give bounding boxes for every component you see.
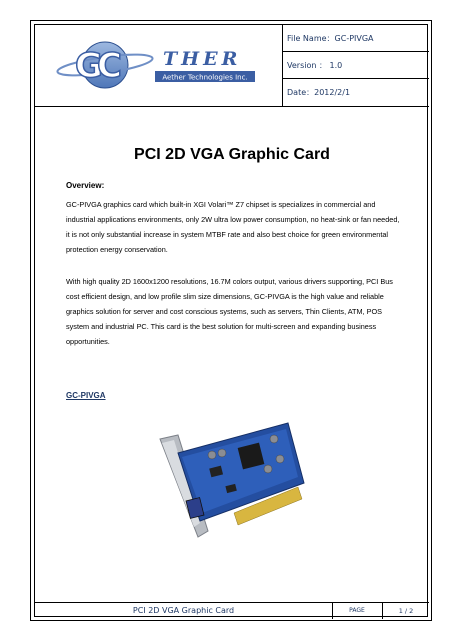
page-inner-frame — [34, 24, 428, 617]
svg-text:C: C — [97, 46, 122, 86]
brand-subtitle: Aether Technologies Inc. — [162, 73, 248, 82]
product-label: GC-PIVGA — [66, 391, 106, 400]
footer-title: PCI 2D VGA Graphic Card — [35, 603, 333, 619]
document-info-table — [283, 25, 429, 106]
footer-page-number: 1 / 2 — [398, 607, 414, 615]
document-title: PCI 2D VGA Graphic Card — [134, 146, 330, 163]
file-name-field: File Name：GC-PIVGA — [283, 25, 429, 52]
date-field: Date：2012/2/1 — [287, 88, 351, 97]
overview-heading: Overview: — [66, 181, 105, 190]
document-footer — [35, 602, 429, 619]
svg-text:G: G — [75, 46, 103, 86]
aether-logo-graphic — [35, 25, 281, 106]
overview-paragraph-1: GC-PIVGA graphics card which built-in XGI Volari™ Z7 chipset is specializes in commercial and industrial applications environments, only 2W ultra low power consumption, no heat-sink or fan needed, it is not only substantial increase in system MTBF rate and also best choice for green environmental protection energy conservation. — [66, 200, 400, 254]
company-logo — [35, 25, 283, 106]
page-frame — [30, 20, 432, 621]
overview-paragraph-2: With high quality 2D 1600x1200 resolutions, 16.7M colors output, various drivers supporting, PCI Bus cost efficient design, and low profile slim size dimensions, GC-PIVGA is the high value and reliable graphics solution for server and cost conscious systems, such as servers, Thin Clients, ATM, POS system and industrial PC. This card is the best solution for multi-screen and expanding business opportunities. — [66, 277, 393, 346]
document-header — [35, 25, 429, 107]
version-field: Version ： 1.0 — [283, 52, 429, 79]
footer-page-label: PAGE — [332, 603, 383, 619]
graphics-card-image — [148, 413, 308, 543]
brand-text: THER — [163, 48, 242, 70]
